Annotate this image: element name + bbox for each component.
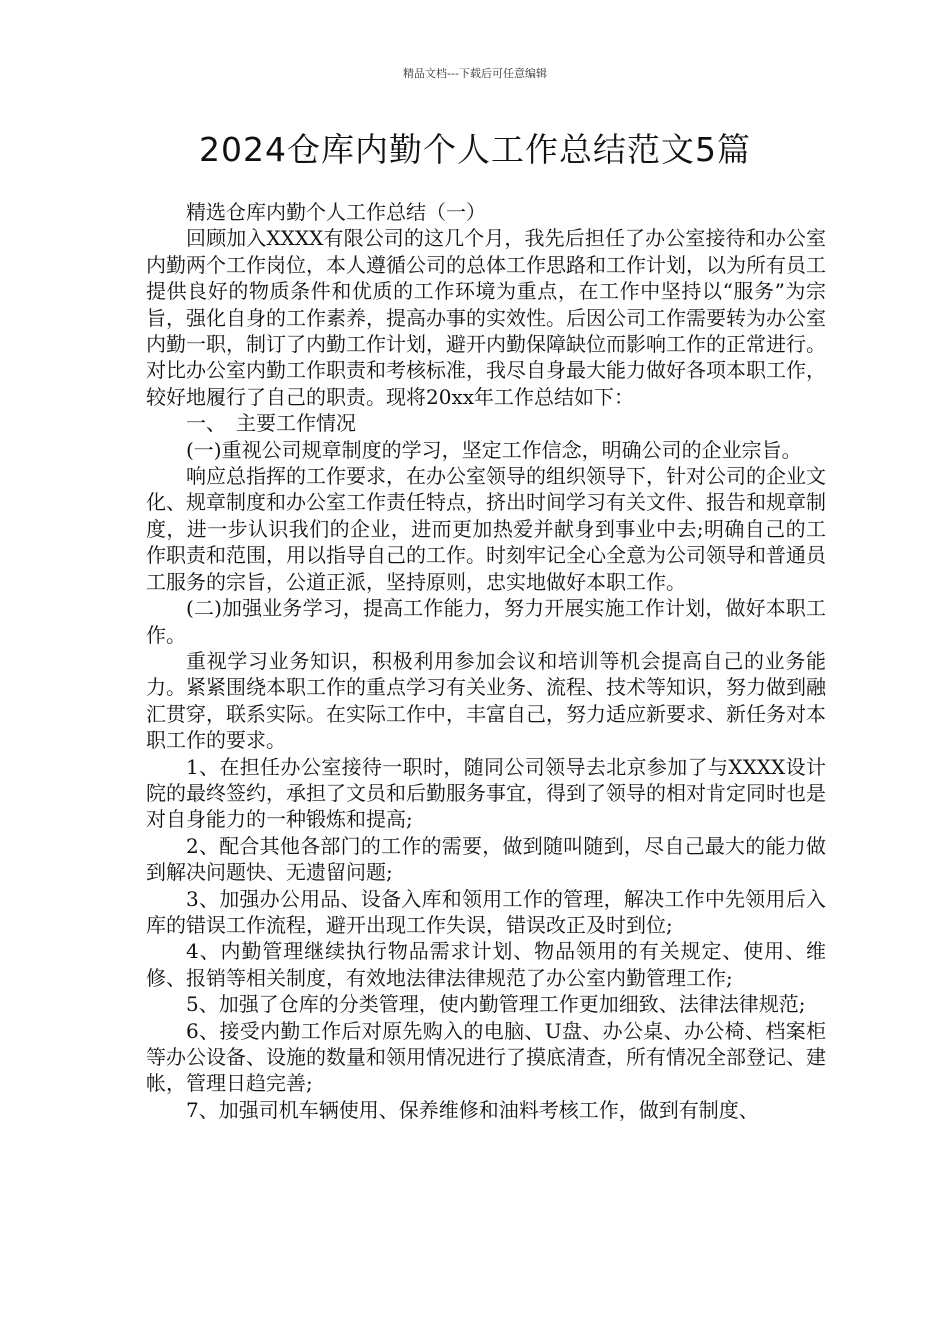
paragraph: 响应总指挥的工作要求，在办公室领导的组织领导下，针对公司的企业文化、规章制度和办公室工作责任特点，挤出时间学习有关文件、报告和规章制度，进一步认识我们的企业，进而更加热爱并献身到事业中去;明确自己的工作职责和范围，用以指导自己的工作。时刻牢记全心全意为公司领导和普通员工服务的宗旨，公道正派，坚持原则，忠实地做好本职工作。 [146, 464, 826, 594]
document-body [146, 199, 826, 1123]
list-item: 4、内勤管理继续执行物品需求计划、物品领用的有关规定、使用、维修、报销等相关制度，有效地法律法律规范了办公室内勤管理工作; [146, 939, 826, 990]
document-title: 2024仓库内勤个人工作总结范文5篇 [199, 130, 751, 169]
paragraph: 重视学习业务知识，积极利用参加会议和培训等机会提高自己的业务能力。紧紧围绕本职工作的重点学习有关业务、流程、技术等知识，努力做到融汇贯穿，联系实际。在实际工作中，丰富自己，努力适应新要求、新任务对本职工作的要求。 [146, 648, 826, 753]
paragraph: 回顾加入XXXX有限公司的这几个月，我先后担任了办公室接待和办公室内勤两个工作岗位，本人遵循公司的总体工作思路和工作计划，以为所有员工提供良好的物质条件和优质的工作环境为重点，在工作中坚持以“服务”为宗旨，强化自身的工作素养，提高办事的实效性。后因公司工作需要转为办公室内勤一职，制订了内勤工作计划，避开内勤保障缺位而影响工作的正常进行。对比办公室内勤工作职责和考核标准，我尽自身最大能力做好各项本职工作，较好地履行了自己的职责。现将20xx年工作总结如下： [146, 226, 826, 409]
section-subtitle: 精选仓库内勤个人工作总结（一） [186, 200, 486, 224]
header-note: 精品文档---下载后可任意编辑 [403, 67, 547, 80]
list-item: 2、配合其他各部门的工作的需要，做到随叫随到，尽自己最大的能力做到解决问题快、无遗留问题; [146, 833, 826, 885]
list-item: 6、接受内勤工作后对原先购入的电脑、U盘、办公桌、办公椅、档案柜等办公设备、设施的数量和领用情况进行了摸底清查，所有情况全部登记、建帐，管理日趋完善; [146, 1018, 826, 1096]
list-item: 5、加强了仓库的分类管理，使内勤管理工作更加细致、法律法律规范; [186, 992, 806, 1017]
list-item: 3、加强办公用品、设备入库和领用工作的管理，解决工作中先领用后入库的错误工作流程，避开出现工作失误，错误改正及时到位; [146, 886, 826, 937]
paragraph: (二)加强业务学习，提高工作能力，努力开展实施工作计划，做好本职工作。 [146, 596, 826, 647]
list-item: 7、加强司机车辆使用、保养维修和油料考核工作，做到有制度、 [186, 1097, 759, 1122]
section-heading: 一、 主要工作情况 [186, 411, 356, 436]
list-item: 1、在担任办公室接待一职时，随同公司领导去北京参加了与XXXX设计院的最终签约，承担了文员和后勤服务事宜，得到了领导的相对肯定同时也是对自身能力的一种锻炼和提高; [146, 754, 826, 832]
paragraph: (一)重视公司规章制度的学习，坚定工作信念，明确公司的企业宗旨。 [186, 437, 802, 462]
